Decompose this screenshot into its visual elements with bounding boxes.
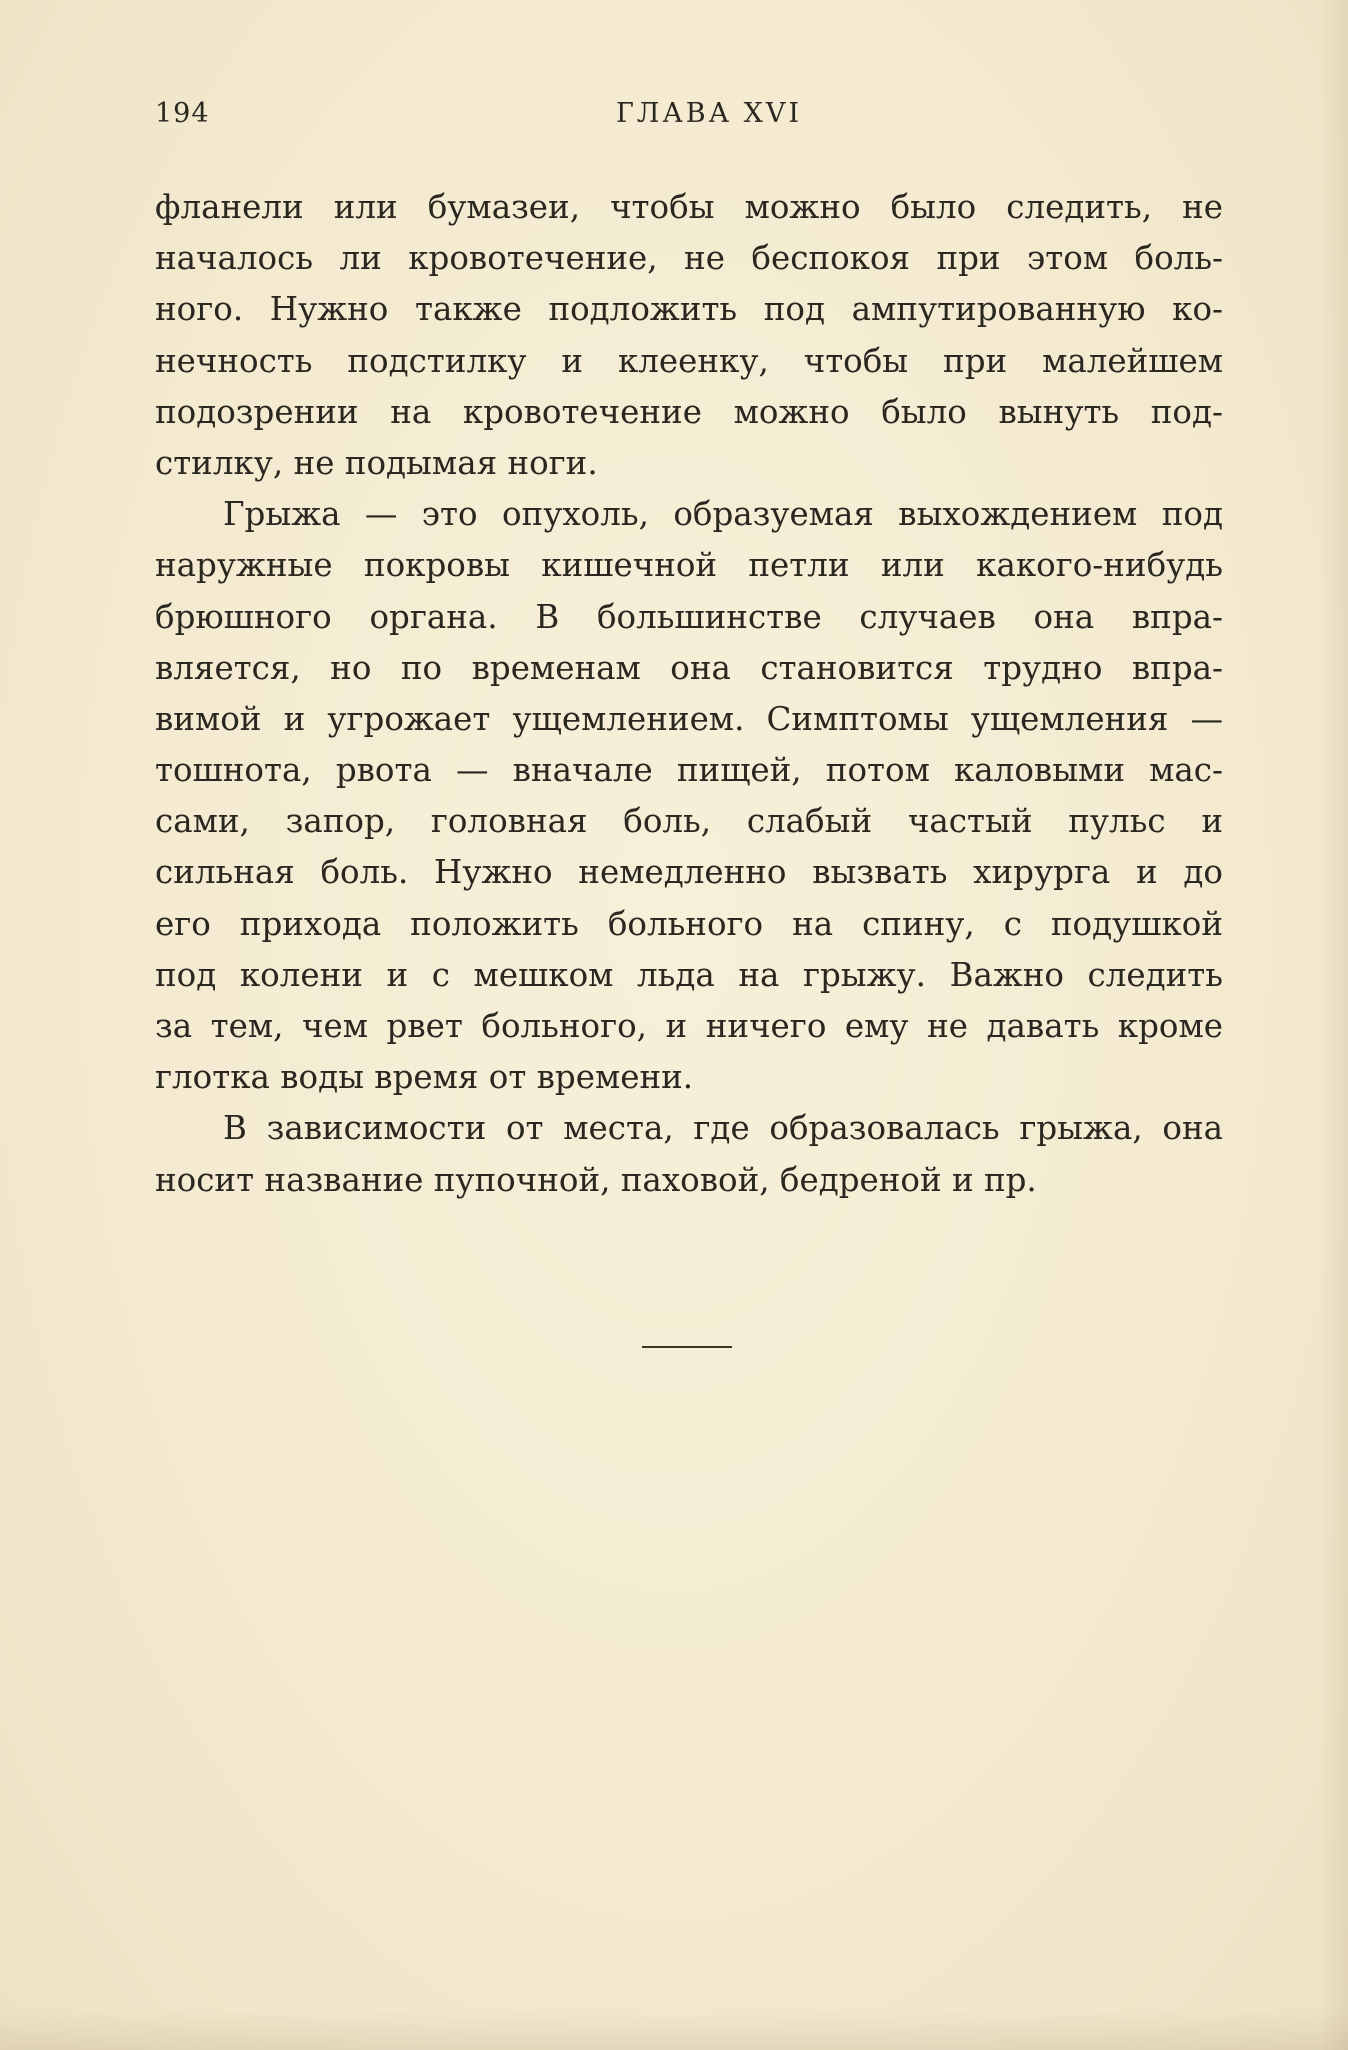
page-header (155, 98, 1223, 142)
text-line: сами, запор, головная боль, слабый частый пульс и (155, 802, 1223, 841)
running-head: ГЛАВА XVI (615, 98, 803, 129)
text-line: нечность подстилку и клеенку, чтобы при малейшем (155, 341, 1223, 380)
page-shadow-right (1318, 0, 1348, 2050)
paragraph (155, 182, 1223, 489)
text-line: В зависимости от места, где образовалась грыжа, она (223, 1109, 1223, 1148)
text-line: стилку, не подымая ноги. (155, 443, 598, 482)
text-line: сильная боль. Нужно немедленно вызвать хирурга и до (155, 853, 1223, 892)
text-line: Грыжа — это опухоль, образуемая выхождением под (223, 495, 1223, 534)
text-line: вляется, но по временам она становится трудно впра- (155, 648, 1223, 687)
page-number: 194 (155, 98, 210, 129)
paragraph (155, 489, 1223, 1103)
text-line: началось ли кровотечение, не беспокоя при этом боль- (155, 239, 1223, 278)
text-line: тошнота, рвота — вначале пищей, потом каловыми мас- (155, 751, 1223, 790)
text-line: за тем, чем рвет больного, и ничего ему не давать кроме (155, 1007, 1223, 1045)
text-line: ного. Нужно также подложить под ампутированную ко- (155, 290, 1223, 329)
text-line: глотка воды время от времени. (155, 1058, 694, 1097)
section-end-rule (642, 1346, 732, 1348)
body-text (155, 182, 1223, 1206)
text-line: подозрении на кровотечение можно было вынуть под- (155, 392, 1223, 431)
text-line: наружные покровы кишечной петли или какого-нибудь (155, 546, 1223, 585)
text-line: вимой и угрожает ущемлением. Симптомы ущемления — (155, 699, 1223, 738)
text-line: его прихода положить больного на спину, с подушкой (155, 904, 1223, 943)
text-line: носит название пупочной, паховой, бедреной и пр. (155, 1160, 1037, 1199)
text-line: фланели или бумазеи, чтобы можно было следить, не (155, 188, 1223, 226)
text-line: брюшного органа. В большинстве случаев она впра- (155, 597, 1223, 636)
paragraph (155, 1103, 1223, 1205)
text-line: под колени и с мешком льда на грыжу. Важно следить (155, 955, 1223, 994)
page-shadow-bottom (0, 2010, 1348, 2050)
